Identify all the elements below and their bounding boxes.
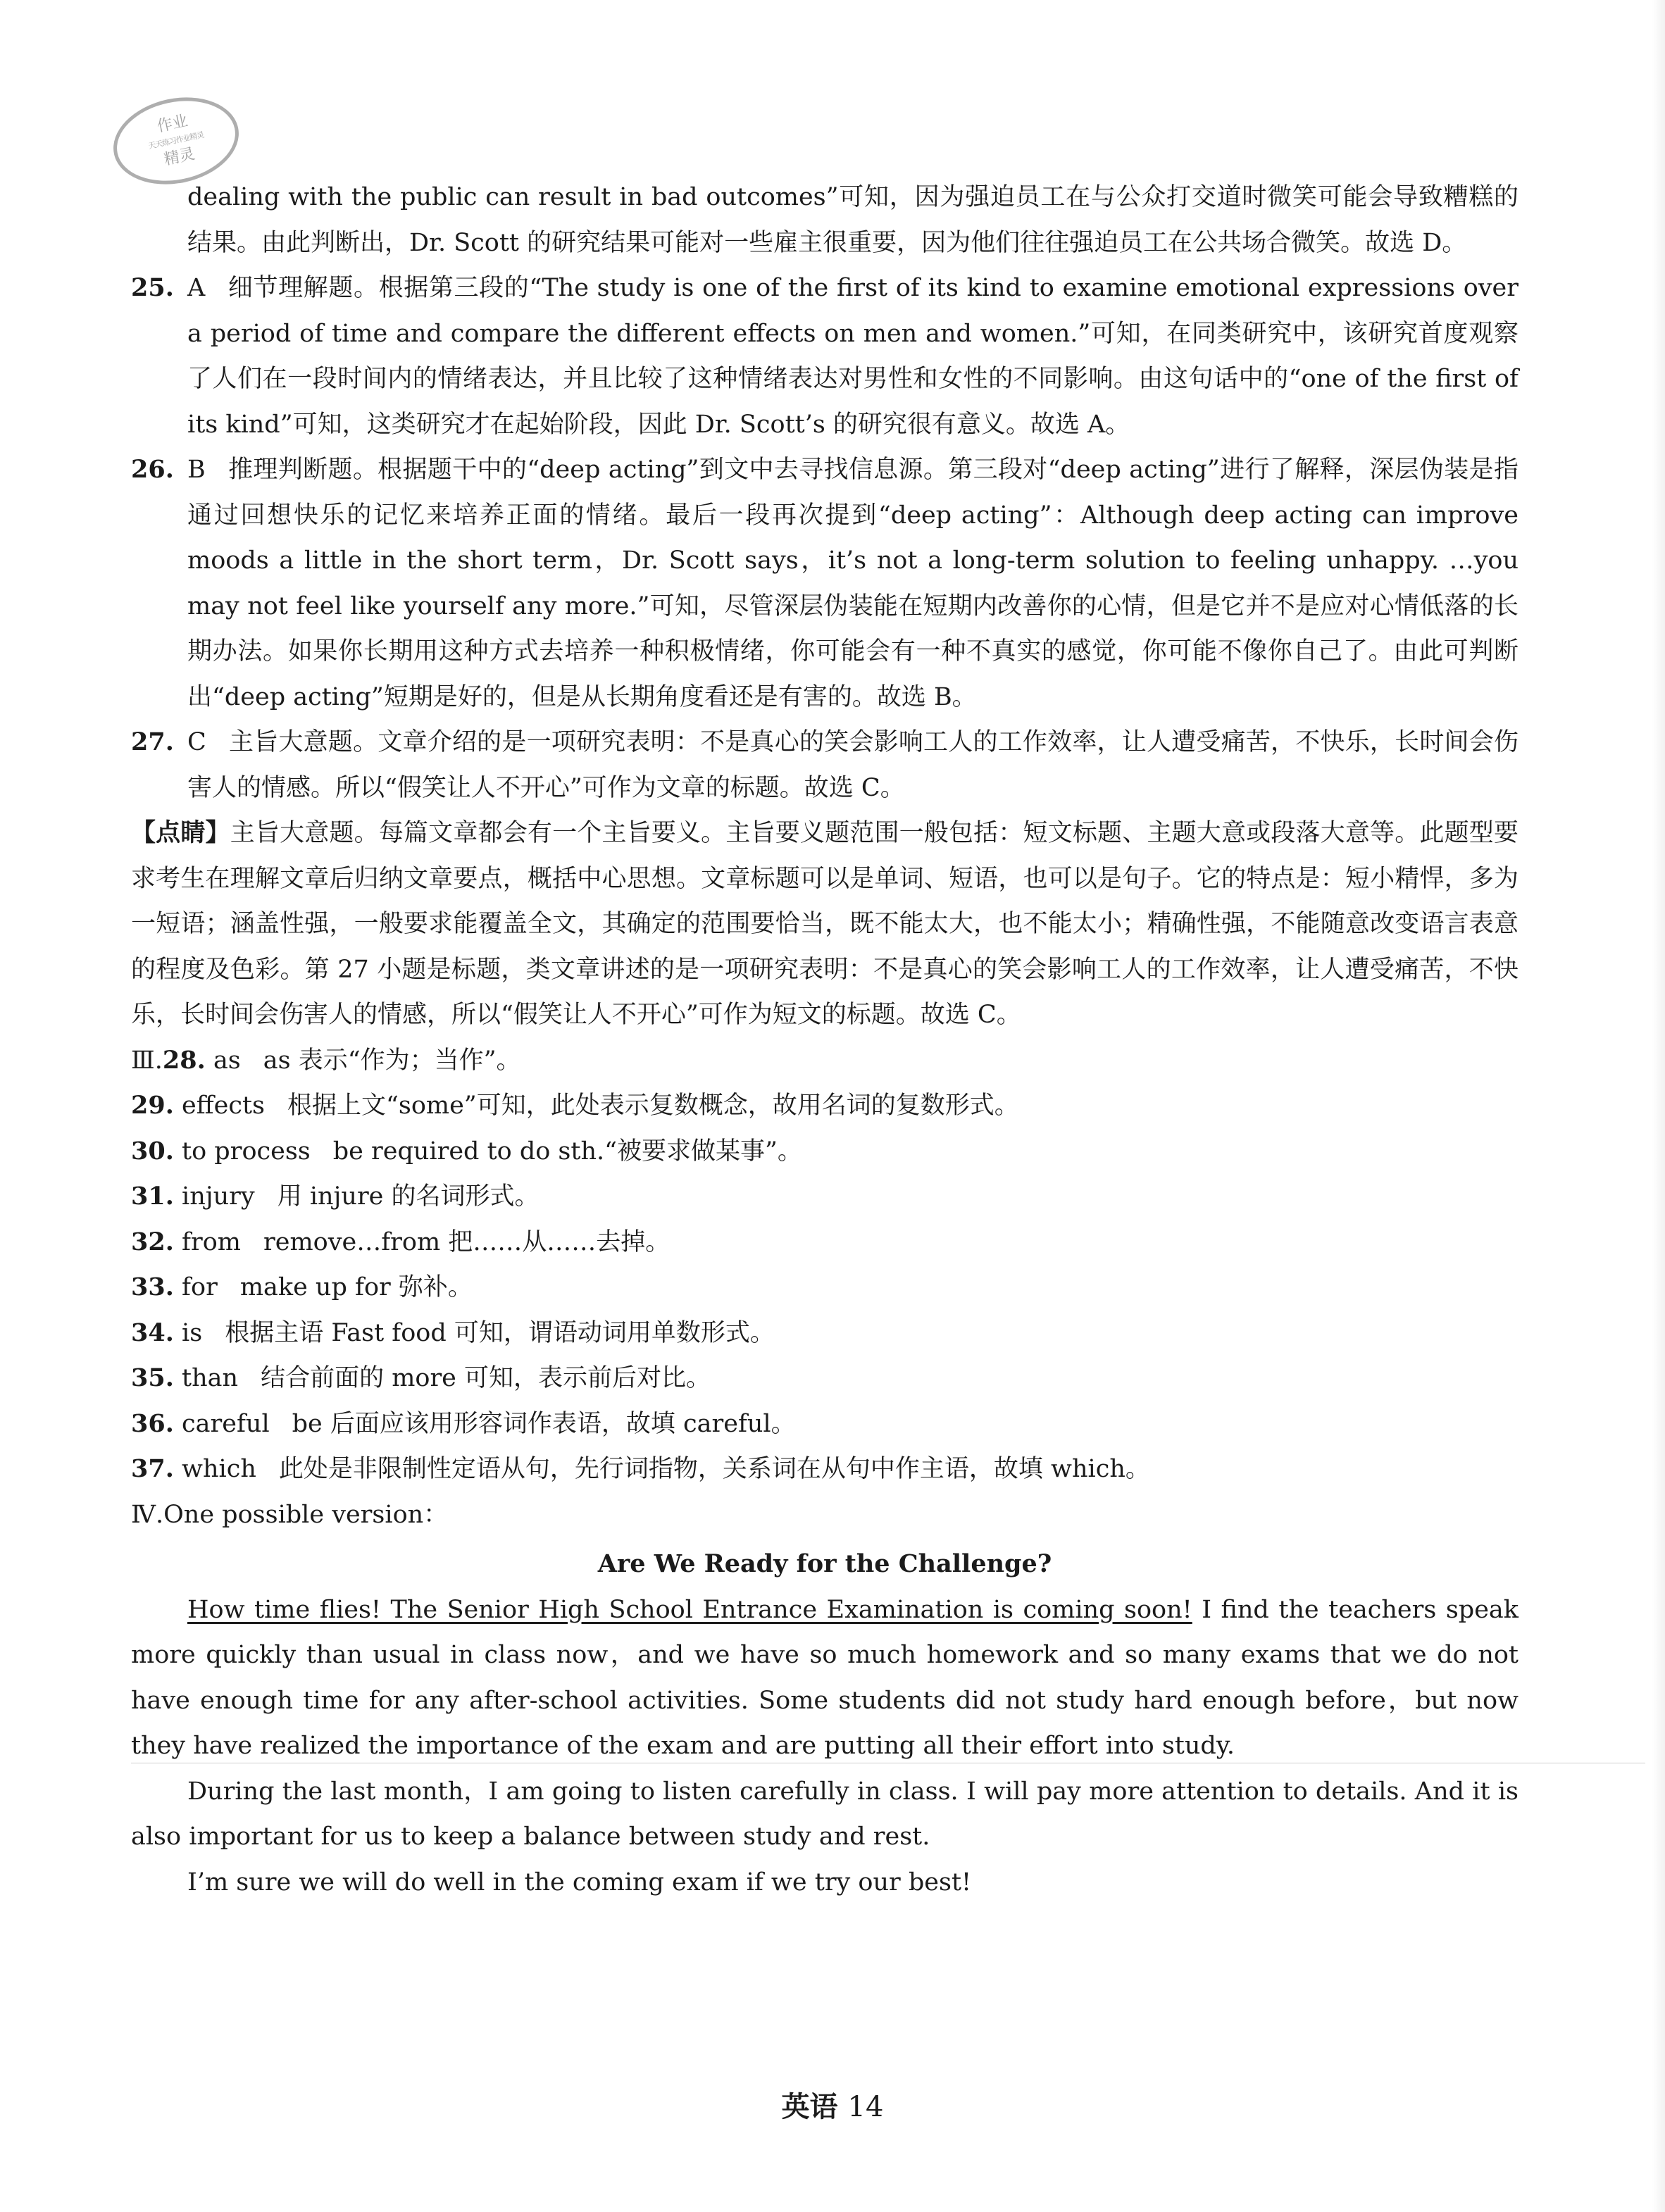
explanation-text: 推理判断题。根据题干中的“deep acting”到文中去寻找信息源。第三段对“deep acting”进行了解释，深层伪装是指通过回想快乐的记忆来培养正面的情绪。最后一段再次提到“deep acting”：Although deep acting can improve moods a little in the short term，Dr. Scott says，it’s not a long-term solution to feeling unhappy. …you may not feel like yourself any more.”可知，尽管深层伪装能在短期内改善你的心情，但是它并不是应对心情低落的长期办法。如果你长期用这种方式去培养一种积极情绪，你可能会有一种不真实的感觉，你可能不像你自己了。由此可判断出“deep acting”短期是好的，但是从长期角度看还是有害的。故选 B。 <box>187 456 1519 711</box>
page-edge-shadow <box>1652 0 1665 2212</box>
question-28: Ⅲ.28. as as 表示“作为；当作”。 <box>131 1045 521 1075</box>
answer-letter: A <box>187 274 206 302</box>
essay-paragraph-1: How time flies! The Senior High School Entrance Examination is coming soon! I find the teachers speak more quickly than usual in class now，and we have so much homework and so many exams that we do not have enough time for any after-school activities. Some students did not study hard enough before，but now they have realized the importance of the exam and are putting all their effort into study. <box>131 1595 1519 1760</box>
page-footer <box>0 2085 1665 2125</box>
tip-text: 主旨大意题。每篇文章都会有一个主旨要义。主旨要义题范围一般包括：短文标题、主题大意或段落大意等。此题型要求考生在理解文章后归纳文章要点，概括中心思想。文章标题可以是单词、短语，也可以是句子。它的特点是：短小精悍，多为一短语；涵盖性强，一般要求能覆盖全文，其确定的范围要恰当，既不能太大，也不能太小；精确性强，不能随意改变语言表意的程度及色彩。第 27 小题是标题，类文章讲述的是一项研究表明：不是真心的笑会影响工人的工作效率，让人遭受痛苦，不快乐，长时间会伤害人的情感，所以“假笑让人不开心”可作为短文的标题。故选 C。 <box>131 819 1519 1029</box>
question-number: 31. <box>131 1182 174 1211</box>
essay-paragraph-2: During the last month，I am going to listen carefully in class. I will pay more attention to details. And it is also important for us to keep a balance between study and rest. <box>131 1777 1519 1851</box>
continued-explanation: dealing with the public can result in bad outcomes”可知，因为强迫员工在与公众打交道时微笑可能会导致糟糕的结果。由此判断出，Dr. Scott 的研究结果可能对一些雇主很重要，因为他们往往强迫员工在公共场合微笑。故选 D。 <box>187 183 1519 257</box>
question-29: 29. effects 根据上文“some”可知，此处表示复数概念，故用名词的复数形式。 <box>131 1091 1019 1120</box>
explanation-text: 细节理解题。根据第三段的“The study is one of the first of its kind to examine emotional expressions over a period of time and compare the different effects on men and women.”可知，在同类研究中，该研究首度观察了人们在一段时间内的情绪表达，并且比较了这种情绪表达对男性和女性的不同影响。由这句话中的“one of the first of its kind”可知，这类研究才在起始阶段，因此 Dr. Scott’s 的研究很有意义。故选 A。 <box>187 274 1519 439</box>
essay-paragraph-3: I’m sure we will do well in the coming exam if we try our best! <box>187 1868 972 1897</box>
question-27 <box>131 720 1519 811</box>
question-number: 29. <box>131 1091 174 1120</box>
question-number: 37. <box>131 1454 174 1483</box>
question-33: 33. for make up for 弥补。 <box>131 1273 473 1301</box>
question-number: 34. <box>131 1318 174 1347</box>
section-roman: Ⅳ. <box>131 1500 164 1529</box>
page-content <box>131 175 1519 1905</box>
answer-letter: C <box>187 728 206 756</box>
question-number: 28. <box>162 1045 206 1075</box>
question-number: 25. <box>131 273 174 302</box>
question-number: 33. <box>131 1273 174 1301</box>
answer-letter: B <box>187 456 206 484</box>
question-number: 30. <box>131 1136 174 1166</box>
tip-paragraph <box>131 811 1519 1038</box>
question-37: 37. which 此处是非限制性定语从句，先行词指物，关系词在从句中作主语，故填 which。 <box>131 1454 1150 1483</box>
question-30: 30. to process be required to do sth.“被要求做某事”。 <box>131 1136 802 1166</box>
section-4-lead: Ⅳ.One possible version： <box>131 1500 449 1529</box>
question-32: 32. from remove…from 把……从……去掉。 <box>131 1227 671 1256</box>
question-36: 36. careful be 后面应该用形容词作表语，故填 careful。 <box>131 1408 796 1438</box>
section-roman: Ⅲ. <box>131 1046 163 1075</box>
question-number: 32. <box>131 1227 174 1256</box>
question-34: 34. is 根据主语 Fast food 可知，谓语动词用单数形式。 <box>131 1318 775 1347</box>
tip-tag: 【点睛】 <box>131 818 230 847</box>
watermark-stamp: 作业 天天练习作业精灵 精灵 <box>105 87 247 196</box>
question-25 <box>131 265 1519 447</box>
page-number: 14 <box>847 2091 884 2123</box>
question-number: 36. <box>131 1408 174 1438</box>
question-number: 35. <box>131 1363 174 1392</box>
question-number: 26. <box>131 455 174 484</box>
question-number: 27. <box>131 727 174 756</box>
explanation-text: 主旨大意题。文章介绍的是一项研究表明：不是真心的笑会影响工人的工作效率，让人遭受痛苦，不快乐，长时间会伤害人的情感。所以“假笑让人不开心”可作为文章的标题。故选 C。 <box>187 728 1519 802</box>
question-35: 35. than 结合前面的 more 可知，表示前后对比。 <box>131 1363 711 1392</box>
question-31: 31. injury 用 injure 的名词形式。 <box>131 1182 540 1211</box>
subject-label: 英语 <box>781 2090 838 2123</box>
essay-title: Are We Ready for the Challenge? <box>597 1549 1052 1578</box>
question-26 <box>131 447 1519 720</box>
section-3-list <box>131 1038 1519 1492</box>
underlined-sentence: How time flies! The Senior High School Entrance Examination is coming soon! <box>187 1595 1192 1624</box>
